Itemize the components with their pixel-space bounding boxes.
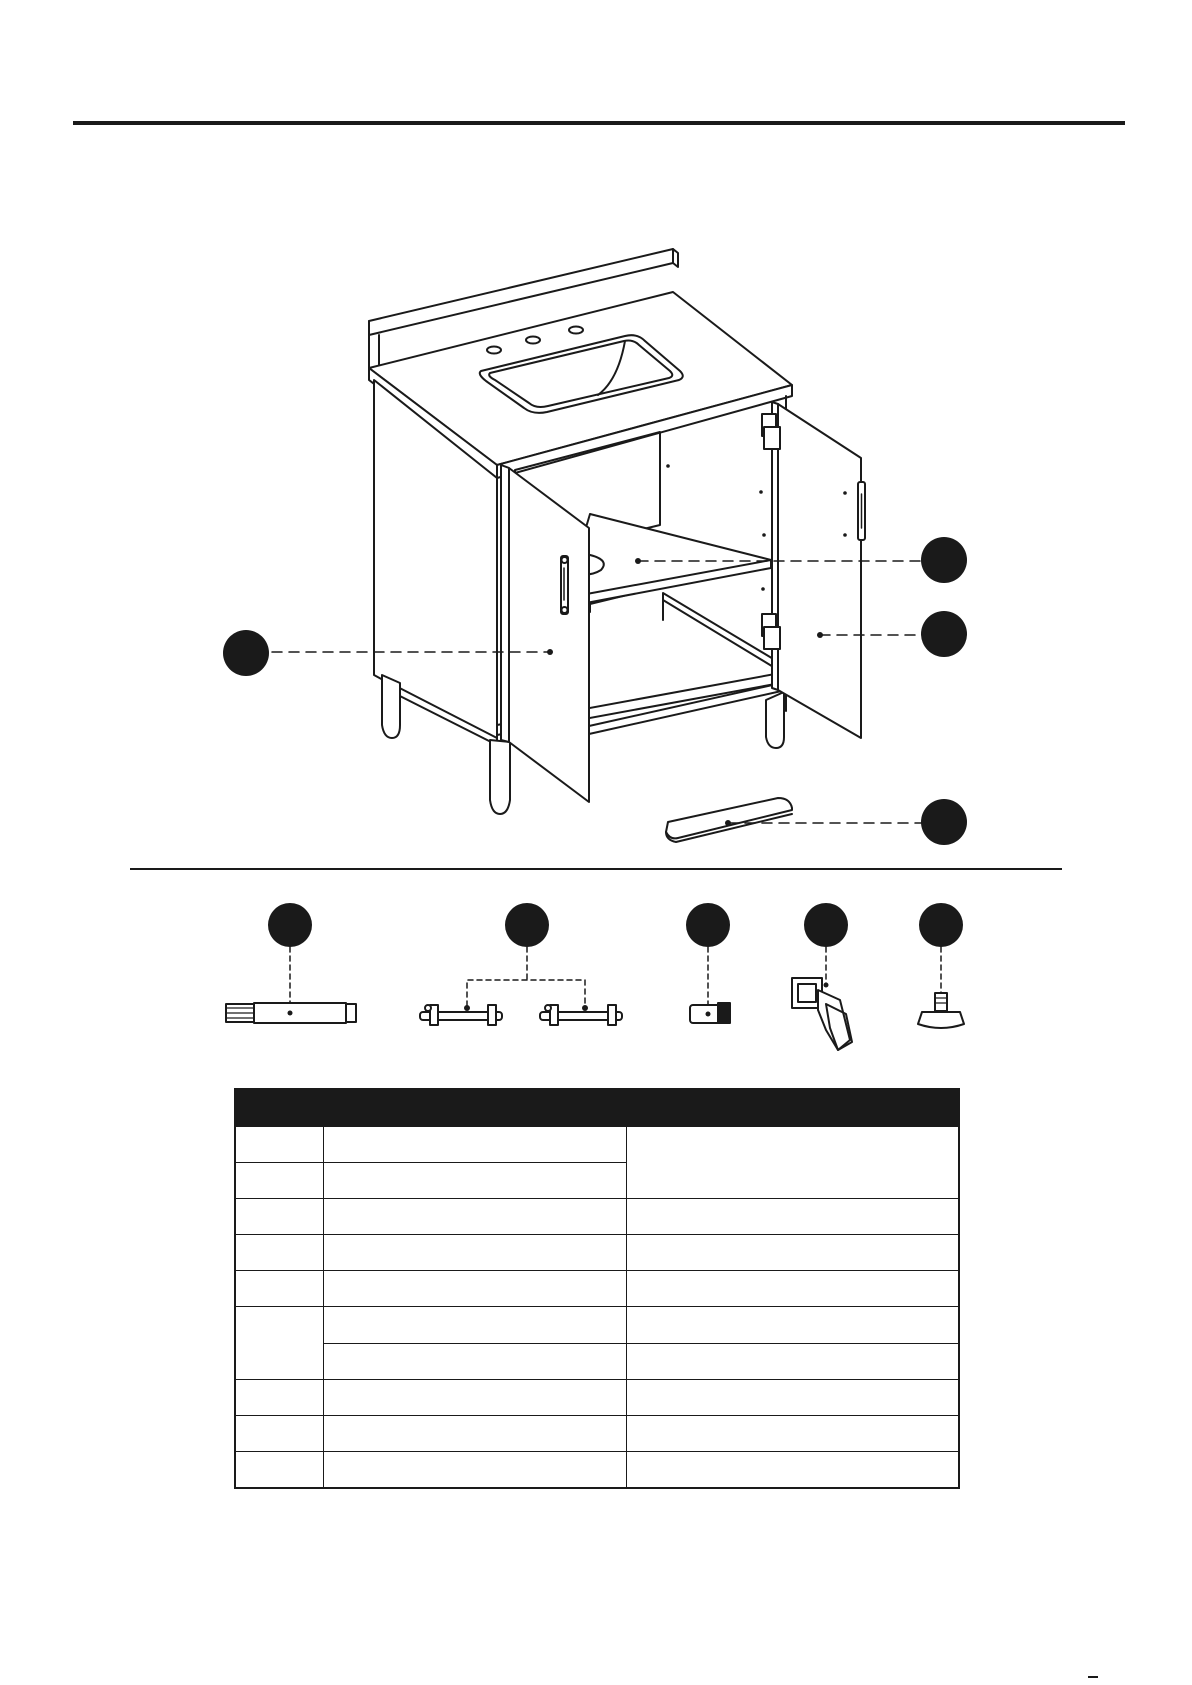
table-cell: [323, 1415, 626, 1451]
callout-door-right: [921, 611, 967, 657]
table-cell: [626, 1307, 959, 1343]
table-cell: [323, 1127, 626, 1163]
table-cell: [235, 1199, 323, 1235]
table-cell: [235, 1271, 323, 1307]
table-row: [235, 1415, 959, 1451]
table-row: [235, 1199, 959, 1235]
table-cell: [626, 1199, 959, 1235]
leveling-foot-icon: [918, 993, 964, 1028]
table-cell: [626, 1379, 959, 1415]
table-cell: [235, 1235, 323, 1271]
table-cell: [626, 1271, 959, 1307]
table-header-cell: [626, 1089, 959, 1127]
table-cell: [235, 1379, 323, 1415]
table-cell: [626, 1415, 959, 1451]
vanity-cabinet-icon: [369, 249, 865, 814]
allen-key-icon: [226, 1003, 356, 1023]
table-cell: [235, 1163, 323, 1199]
table-cell: [626, 1451, 959, 1488]
table-cell: [235, 1307, 323, 1379]
table-cell: [626, 1127, 959, 1199]
table-cell: [626, 1235, 959, 1271]
table-row: [235, 1127, 959, 1163]
table-cell: [235, 1415, 323, 1451]
table-cell: [235, 1451, 323, 1488]
callout-cover-panel: [921, 799, 967, 845]
table-cell: [323, 1163, 626, 1199]
table-cell: [626, 1343, 959, 1379]
callout-door-left: [223, 630, 269, 676]
hinge-icon: [792, 978, 852, 1050]
table-cell: [323, 1235, 626, 1271]
page-mark: [1088, 1676, 1098, 1678]
table-header-row: [235, 1089, 959, 1127]
table-row: [235, 1451, 959, 1488]
table-cell: [235, 1127, 323, 1163]
table-row: [235, 1271, 959, 1307]
table-cell: [323, 1199, 626, 1235]
sink-cover-icon: [666, 798, 792, 842]
cam-bolt-icon: [690, 1003, 730, 1023]
table-row: [235, 1343, 959, 1379]
callout-allen-key: [268, 903, 312, 947]
table-row: [235, 1307, 959, 1343]
callout-handles: [505, 903, 549, 947]
table-cell: [323, 1451, 626, 1488]
table-header-cell: [235, 1089, 626, 1127]
callout-leveling-foot: [919, 903, 963, 947]
table-row: [235, 1235, 959, 1271]
callout-cam-bolt: [686, 903, 730, 947]
table-cell: [323, 1343, 626, 1379]
table-cell: [323, 1271, 626, 1307]
door-handle-icon: [420, 1005, 622, 1025]
callout-hinge: [804, 903, 848, 947]
parts-table: [234, 1088, 960, 1489]
table-row: [235, 1379, 959, 1415]
table-cell: [323, 1379, 626, 1415]
table-cell: [323, 1307, 626, 1343]
callout-shelf: [921, 537, 967, 583]
